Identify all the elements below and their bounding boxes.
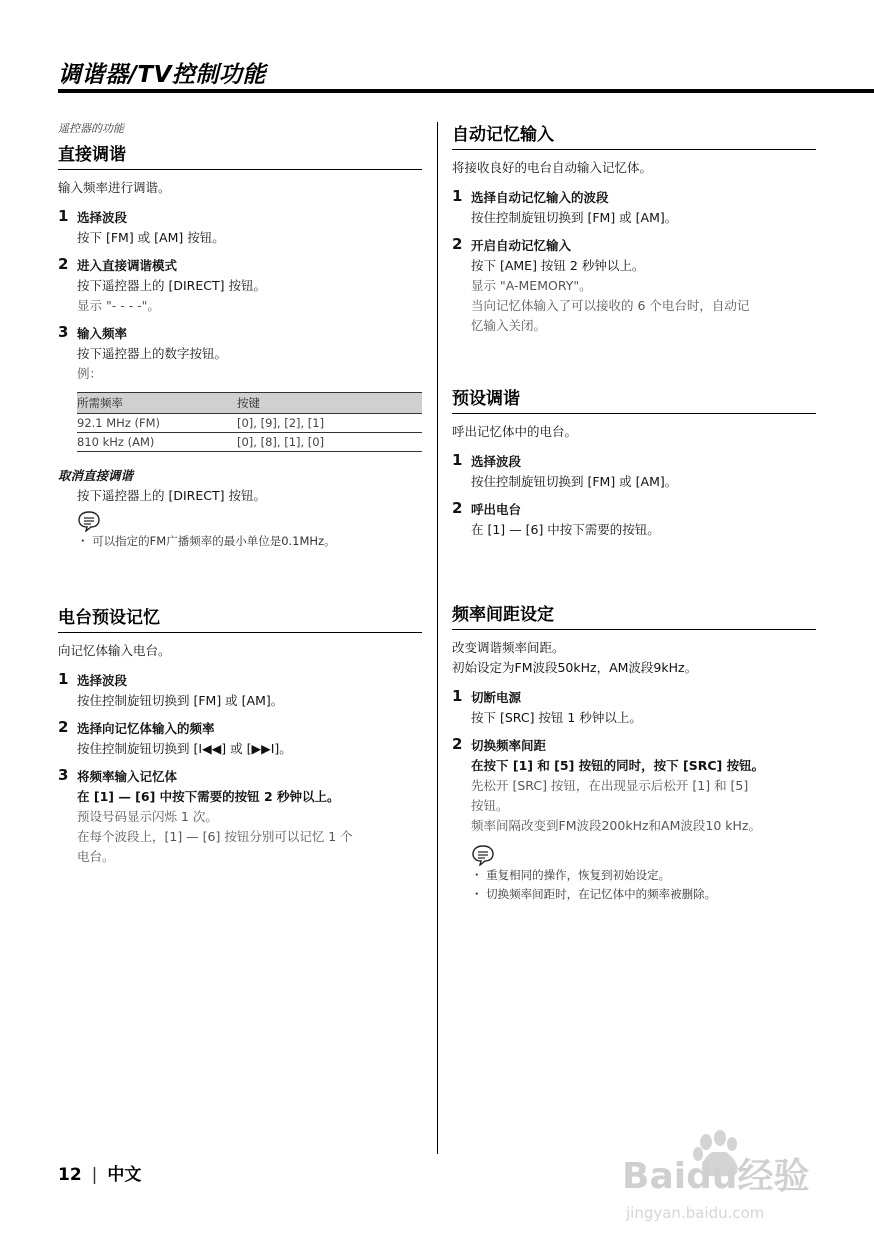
step-1 <box>58 671 422 711</box>
step-text: 按住控制旋钮切换到 [FM] 或 [AM]。 <box>471 210 678 225</box>
step-number: 1 <box>58 207 69 225</box>
step-title: 将频率输入记忆体 <box>77 769 178 784</box>
step-text: 在按下 [1] 和 [5] 按钮的同时，按下 [SRC] 按钮。 <box>471 758 765 773</box>
step-2 <box>452 500 816 540</box>
step-number: 2 <box>58 718 69 736</box>
step-text: 预设号码显示闪烁 1 次。 <box>77 809 218 824</box>
frequency-table <box>77 392 422 452</box>
note-icon <box>471 844 495 866</box>
section-desc: 初始设定为FM波段50kHz，AM波段9kHz。 <box>452 660 698 675</box>
section-title: 自动记忆输入 <box>452 120 816 150</box>
step-text: 按住控制旋钮切换到 [FM] 或 [AM]。 <box>77 693 284 708</box>
footer-language: 中文 <box>107 1165 142 1185</box>
step-title: 选择波段 <box>471 454 522 469</box>
step-text: 按钮。 <box>471 798 509 813</box>
step-text: 在 [1] — [6] 中按下需要的按钮。 <box>471 522 660 537</box>
step-text: 按下 [AME] 按钮 2 秒钟以上。 <box>471 258 645 273</box>
step-title: 呼出电台 <box>471 502 522 517</box>
step-text: 频率间隔改变到FM波段200kHz和AM波段10 kHz。 <box>471 818 761 833</box>
table-row <box>77 433 422 452</box>
cancel-title: 取消直接调谐 <box>58 468 134 483</box>
step-text: 按下 [FM] 或 [AM] 按钮。 <box>77 230 225 245</box>
table-row <box>77 414 422 433</box>
right-column <box>452 120 816 904</box>
step-text: 按住控制旋钮切换到 [FM] 或 [AM]。 <box>471 474 678 489</box>
step-text: 按下 [SRC] 按钮 1 秒钟以上。 <box>471 710 642 725</box>
step-title: 输入频率 <box>77 326 128 341</box>
step-text: 忆输入关闭。 <box>471 318 547 333</box>
step-number: 1 <box>58 670 69 688</box>
breadcrumb: 遥控器的功能 <box>58 122 124 135</box>
step-text: 在 [1] — [6] 中按下需要的按钮 2 秒钟以上。 <box>77 789 340 804</box>
page-title: 调谐器/TV控制功能 <box>58 62 266 88</box>
note-text: ・ 重复相同的操作，恢复到初始设定。 <box>471 868 671 882</box>
step-number: 2 <box>452 235 463 253</box>
step-text: 按下遥控器上的 [DIRECT] 按钮。 <box>77 278 266 293</box>
step-number: 1 <box>452 687 463 705</box>
step-2 <box>452 736 816 836</box>
step-2 <box>58 719 422 759</box>
step-number: 3 <box>58 323 69 341</box>
table-cell: [0], [9], [2], [1] <box>237 414 422 433</box>
table-header: 所需频率 <box>77 393 237 414</box>
table-cell: [0], [8], [1], [0] <box>237 433 422 452</box>
section-desc: 呼出记忆体中的电台。 <box>452 424 578 439</box>
step-text: 在每个波段上，[1] — [6] 按钮分别可以记忆 1 个 <box>77 829 353 844</box>
step-1 <box>58 208 422 248</box>
cancel-text: 按下遥控器上的 [DIRECT] 按钮。 <box>77 488 266 503</box>
section-direct-tuning <box>58 140 422 551</box>
step-3 <box>58 767 422 867</box>
step-number: 1 <box>452 187 463 205</box>
section-title: 预设调谐 <box>452 384 816 414</box>
page-number: 12 <box>58 1165 82 1185</box>
section-preset-tuning <box>452 384 816 540</box>
table-cell: 810 kHz (AM) <box>77 433 237 452</box>
step-1 <box>452 188 816 228</box>
step-number: 2 <box>452 735 463 753</box>
section-desc: 将接收良好的电台自动输入记忆体。 <box>452 160 653 175</box>
step-text: 按下遥控器上的数字按钮。 <box>77 346 228 361</box>
step-title: 进入直接调谐模式 <box>77 258 178 273</box>
note-icon <box>77 510 101 532</box>
note-text: ・ 切换频率间距时，在记忆体中的频率被删除。 <box>471 887 717 901</box>
column-divider <box>437 122 438 1154</box>
watermark-brand: Baidu经验 <box>622 1156 810 1197</box>
section-title: 频率间距设定 <box>452 600 816 630</box>
page-footer <box>58 1160 141 1185</box>
section-preset-memory <box>58 603 422 867</box>
footer-separator: | <box>91 1165 98 1185</box>
step-text: 例： <box>77 366 103 381</box>
step-title: 选择自动记忆输入的波段 <box>471 190 609 205</box>
section-desc: 改变调谐频率间距。 <box>452 640 565 655</box>
section-desc: 向记忆体输入电台。 <box>58 643 171 658</box>
step-number: 1 <box>452 451 463 469</box>
section-frequency-spacing <box>452 600 816 904</box>
step-3 <box>58 324 422 384</box>
title-rule <box>58 89 874 93</box>
step-number: 3 <box>58 766 69 784</box>
section-auto-memory <box>452 120 816 336</box>
step-1 <box>452 452 816 492</box>
table-cell: 92.1 MHz (FM) <box>77 414 237 433</box>
note-text: ・ 可以指定的FM广播频率的最小单位是0.1MHz。 <box>77 534 336 548</box>
step-title: 选择向记忆体输入的频率 <box>77 721 215 736</box>
step-text: 先松开 [SRC] 按钮，在出现显示后松开 [1] 和 [5] <box>471 778 749 793</box>
step-2 <box>452 236 816 336</box>
step-1 <box>452 688 816 728</box>
table-header-row <box>77 393 422 414</box>
step-text: 显示 "A-MEMORY"。 <box>471 278 592 293</box>
section-title: 直接调谐 <box>58 140 422 170</box>
step-text: 显示 "- - - -"。 <box>77 298 160 313</box>
watermark-url: jingyan.baidu.com <box>626 1204 765 1222</box>
step-title: 选择波段 <box>77 673 128 688</box>
section-desc: 输入频率进行调谐。 <box>58 180 171 195</box>
baidu-watermark-logo <box>620 1130 830 1230</box>
step-text: 当向记忆体输入了可以接收的 6 个电台时，自动记 <box>471 298 750 313</box>
step-title: 切换频率间距 <box>471 738 547 753</box>
left-column <box>58 120 422 875</box>
step-title: 切断电源 <box>471 690 522 705</box>
step-text: 按住控制旋钮切换到 [I◀◀] 或 [▶▶I]。 <box>77 741 292 756</box>
step-text: 电台。 <box>77 849 115 864</box>
section-title: 电台预设记忆 <box>58 603 422 633</box>
table-header: 按键 <box>237 393 422 414</box>
step-number: 2 <box>58 255 69 273</box>
step-title: 选择波段 <box>77 210 128 225</box>
step-2 <box>58 256 422 316</box>
step-number: 2 <box>452 499 463 517</box>
step-title: 开启自动记忆输入 <box>471 238 572 253</box>
